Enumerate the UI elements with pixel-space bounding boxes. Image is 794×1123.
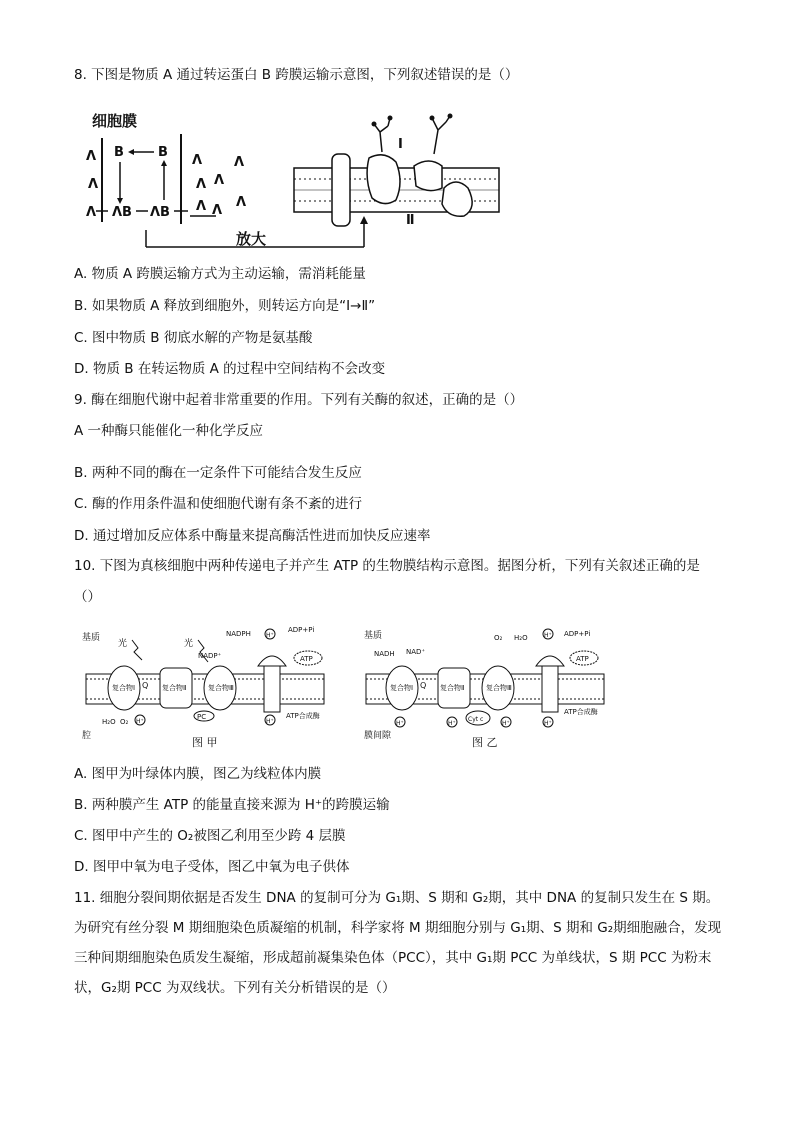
- q8-option-d: D. 物质 B 在转运物质 A 的过程中空间结构不会改变: [74, 361, 386, 377]
- channel-protein: [332, 154, 350, 226]
- symbol-a-3: Λ: [86, 205, 97, 220]
- q8-option-a: A. 物质 A 跨膜运输方式为主动运输，需消耗能量: [74, 266, 366, 282]
- q9-option-c: C. 酶的作用条件温和使细胞代谢有条不紊的进行: [74, 496, 363, 512]
- side-ii-label: Ⅱ: [406, 213, 415, 228]
- magnify-label: 放大: [236, 230, 267, 248]
- fig-yi-q: Q: [420, 681, 427, 690]
- q8-figure: [84, 112, 504, 262]
- fig-yi-hplus-3: H⁺: [502, 720, 510, 727]
- q10-stem-line1: 10. 下图为真核细胞中两种传递电子并产生 ATP 的生物膜结构示意图。据图分析，下列有关叙述正确的是: [74, 558, 700, 574]
- figure-yi: [362, 622, 632, 750]
- fig-jia-q: Q: [142, 681, 149, 690]
- fig-yi-complex2: 复合物Ⅱ: [440, 684, 465, 692]
- fig-yi-hplus-2: H⁺: [448, 720, 456, 727]
- fig-jia-atp: ATP: [300, 655, 313, 663]
- fig-yi-space: 膜间隙: [364, 731, 392, 741]
- fig-yi-adp: ADP+Pi: [564, 630, 591, 638]
- q9-option-b: B. 两种不同的酶在一定条件下可能结合发生反应: [74, 465, 362, 481]
- fig-yi-hplus-1: H⁺: [396, 720, 404, 727]
- symbol-ab-right: ΛB: [150, 205, 170, 220]
- q9-stem: 9. 酶在细胞代谢中起着非常重要的作用。下列有关酶的叙述，正确的是（）: [74, 392, 524, 408]
- q10-option-b: B. 两种膜产生 ATP 的能量直接来源为 H⁺的跨膜运输: [74, 797, 390, 813]
- fig-yi-matrix: 基质: [364, 631, 383, 641]
- symbol-b-right: B: [158, 145, 168, 160]
- q8-stem: 8. 下图是物质 A 通过转运蛋白 B 跨膜运输示意图，下列叙述错误的是（）: [74, 67, 519, 83]
- carrier-protein: [367, 155, 400, 204]
- fig-jia-nadp: NADP⁺: [198, 652, 222, 660]
- fig-jia-hplus-top: H⁺: [266, 632, 274, 639]
- fig-yi-nadh: NADH: [374, 650, 395, 658]
- fig-jia-synthase: ATP合成酶: [286, 712, 320, 720]
- fig-jia-water: H₂O: [102, 718, 116, 726]
- fig-jia-hplus-bottom: H⁺: [266, 718, 274, 725]
- symbol-a-out-3: Λ: [196, 177, 207, 192]
- fig-yi-complex3: 复合物Ⅲ: [486, 684, 512, 692]
- symbol-a-out-6: Λ: [196, 199, 207, 214]
- symbol-a-out-4: Λ: [214, 173, 225, 188]
- fig-yi-caption: 图 乙: [472, 736, 498, 749]
- symbol-a-1: Λ: [86, 149, 97, 164]
- fig-jia-complex1: 复合物Ⅰ: [112, 684, 136, 692]
- fig-yi-complex1: 复合物Ⅰ: [390, 684, 414, 692]
- fig-jia-light2: 光: [184, 639, 194, 649]
- fig-jia-lumen: 腔: [82, 731, 92, 741]
- fig-jia-pc: PC: [197, 713, 207, 721]
- fig-jia-hplus-low: H⁺: [136, 718, 144, 725]
- fig-yi-hplus-top: H⁺: [544, 632, 552, 639]
- fig-yi-cytc: Cyt c: [468, 716, 484, 723]
- fig-jia-nadph: NADPH: [226, 630, 251, 638]
- q11-paragraph: 11. 细胞分裂间期依据是否发生 DNA 的复制可分为 G₁期、S 期和 G₂期，其中 DNA 的复制只发生在 S 期。为研究有丝分裂 M 期细胞染色质凝缩的机制，科学家将 M 期细胞分别与 G₁期、S 期和 G₂期细胞融合，发现三种间期细胞染色质发生凝缩，形成超前凝集染色体（PCC），其中 G₁期 PCC 为单线状，S 期 PCC 为粉末状，G₂期 PCC 为双线状。下列有关分析错误的是（）: [74, 890, 722, 996]
- q9-option-d: D. 通过增加反应体系中酶量来提高酶活性进而加快反应速率: [74, 528, 431, 544]
- fig-jia-adp: ADP+Pi: [288, 626, 315, 634]
- fig-yi-o2: O₂: [494, 634, 503, 642]
- symbol-a-out-2: Λ: [234, 155, 245, 170]
- symbol-ab-left: ΛB: [112, 205, 132, 220]
- q10-option-d: D. 图甲中氧为电子受体，图乙中氧为电子供体: [74, 859, 350, 875]
- fig-jia-light1: 光: [118, 639, 128, 649]
- symbol-a-2: Λ: [88, 177, 99, 192]
- fig-jia-matrix: 基质: [82, 633, 101, 643]
- q10-stem-line2: （）: [74, 589, 101, 605]
- fig-jia-o2: O₂: [120, 718, 129, 726]
- q8-option-b: B. 如果物质 A 释放到细胞外，则转运方向是“Ⅰ→Ⅱ”: [74, 298, 376, 314]
- fig-jia-complex3: 复合物Ⅲ: [208, 684, 234, 692]
- q10-option-c: C. 图甲中产生的 O₂被图乙利用至少跨 4 层膜: [74, 828, 346, 844]
- fig-jia-complex2: 复合物Ⅱ: [162, 684, 187, 692]
- figure-jia: [80, 622, 350, 750]
- q9-option-a: A 一种酶只能催化一种化学反应: [74, 423, 264, 439]
- fig-yi-hplus-4: H⁺: [544, 720, 552, 727]
- symbol-b-left: B: [114, 145, 124, 160]
- fig-yi-atp: ATP: [576, 655, 589, 663]
- q8-option-c: C. 图中物质 B 彻底水解的产物是氨基酸: [74, 330, 313, 346]
- fig-yi-nad: NAD⁺: [406, 648, 426, 656]
- symbol-a-out-5: Λ: [236, 195, 247, 210]
- side-i-label: Ⅰ: [398, 137, 403, 152]
- symbol-a-out-1: Λ: [192, 153, 203, 168]
- fig-yi-water: H₂O: [514, 634, 528, 642]
- fig-yi-synthase: ATP合成酶: [564, 708, 598, 716]
- symbol-a-out-7: Λ: [212, 203, 223, 218]
- membrane-label: 细胞膜: [92, 112, 138, 130]
- q10-option-a: A. 图甲为叶绿体内膜，图乙为线粒体内膜: [74, 766, 322, 782]
- fig-jia-caption: 图 甲: [192, 736, 218, 749]
